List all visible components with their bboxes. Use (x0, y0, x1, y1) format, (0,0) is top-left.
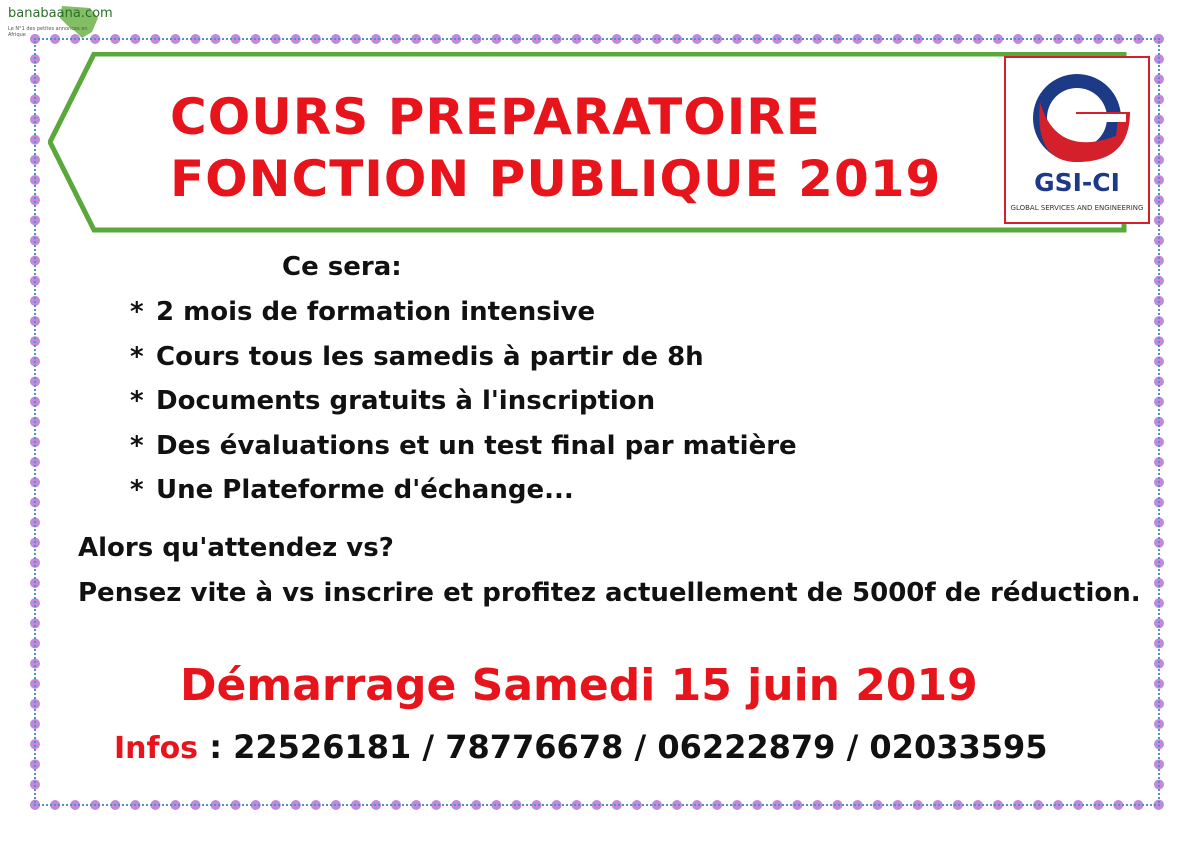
bullet-marker: * (130, 430, 144, 461)
infos-separator: : (198, 728, 234, 766)
logo-subtitle: GLOBAL SERVICES AND ENGINEERING (1010, 204, 1144, 212)
watermark-brand: banabaana.com (8, 6, 113, 21)
bullet-marker: * (130, 297, 144, 327)
bullet-marker: * (130, 386, 144, 416)
contact-info (114, 728, 1048, 766)
logo-name: GSI-CI (1034, 168, 1120, 197)
list-item (130, 337, 797, 382)
call-to-action-text: Pensez vite à vs inscrire et profitez actuellement de 5000f de réduction. (78, 578, 1141, 608)
list-item-text: Cours tous les samedis à partir de 8h (156, 341, 704, 372)
list-item (130, 426, 797, 471)
company-logo (1004, 56, 1150, 224)
infos-label: Infos (114, 731, 199, 766)
list-item-text: Une Plateforme d'échange... (156, 475, 574, 505)
body-text (78, 526, 1148, 616)
list-item (130, 381, 797, 426)
start-date: Démarrage Samedi 15 juin 2019 (180, 660, 978, 711)
feature-list (130, 292, 797, 515)
flyer-title: COURS PREPARATOIRE FONCTION PUBLIQUE 2019 (170, 88, 942, 208)
list-item-text: Documents gratuits à l'inscription (156, 386, 656, 416)
bullet-marker: * (130, 341, 144, 372)
watermark-tagline: Le N°1 des petites annonces en Afrique (8, 26, 88, 38)
question-text: Alors qu'attendez vs? (78, 533, 394, 563)
gsi-logo-icon (1006, 62, 1148, 172)
list-item (130, 292, 797, 337)
intro-text: Ce sera: (282, 252, 402, 282)
bullet-marker: * (130, 475, 144, 505)
list-item-text: 2 mois de formation intensive (156, 297, 596, 327)
phone-numbers: 22526181 / 78776678 / 06222879 / 02033595 (233, 728, 1048, 766)
list-item-text: Des évaluations et un test final par matière (156, 430, 797, 461)
list-item (130, 470, 797, 515)
